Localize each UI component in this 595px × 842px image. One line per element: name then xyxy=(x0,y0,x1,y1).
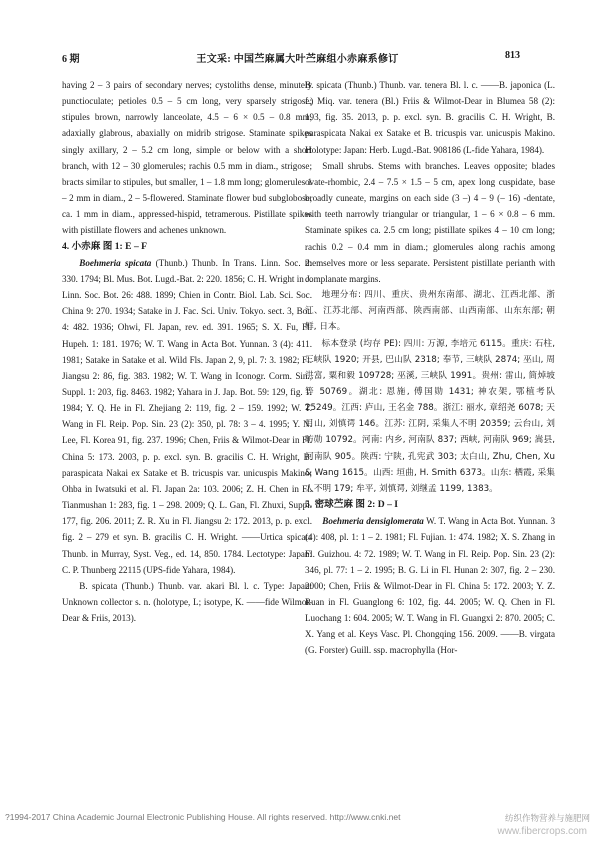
species-name: Boehmeria spicata xyxy=(79,257,152,268)
synonym-paragraph-cont: B. spicata (Thunb.) Thunb. var. tenera Bl. l. c. ——B. japonica (L. f.) Miq. var. tenera (Bl.) Friis & Wilmot-Dear in Blumea 58 (2): 193, fig. 35. 2013, p. p. excl. syn. B. gracilis C. H. Wright, B. paraspicata Nakai ex Satake et B. tricuspis var. unicuspis Makino. Holotype: Japan: Herb. Lugd.-Bat. 908186 (L-fide Yahara, 1984). xyxy=(305,80,555,155)
specimens-paragraph: 标本登录 (均存 PE): 四川: 万源, 李培元 6115。重庆: 石柱, 三峡队 1920; 开县, 巴山队 2318; 奉节, 三峡队 2874; 巫山, 周洪富, 粟和毅 109728; 巫溪, 三峡队 1991。贵州: 雷山, 简焯坡等 50769。湖北: 恩施, 傅国勋 1431; 神农架, 鄂植考队 25249。江西: 庐山, 王名金 788。浙江: 丽水, 章绍尧 6078; 天目山, 刘慎谔 146。江苏: 江阴, 采集人不明 20359; 云台山, 刘昉勋 10792。河南: 内乡, 河南队 837; 西峡, 河南队 969; 嵩县, 河南队 905。陕西: 宁陕, 孔宪武 303; 太白山, Zhu, Chen, Xu & Wang 1615。山西: 垣曲, H. Smith 6373。山东: 栖霞, 采集人不明 179; 牟平, 刘慎谔, 刘继孟 1199, 1383。 xyxy=(305,338,555,494)
left-column xyxy=(62,77,312,626)
synonym-paragraph: B. spicata (Thunb.) Thunb. var. akari Bl. l. c. Type: Japan: Unknown collector s. n. (holotype, L; isotype, K. ——fide Wilmot-Dear & Friis, 2013). xyxy=(62,580,312,624)
citation-text-5: W. T. Wang in Acta Bot. Yunnan. 3 (4): 408, pl. 1: 1 – 2. 1981; Fl. Fujian. 1: 474. 1982; X. S. Zhang in Fl. Guizhou. 4: 72. 1989; W. T. Wang in Fl. Reip. Pop. Sin. 23 (2): 346, pl. 77: 1 – 2. 1995; B. G. Li in Fl. Hunan 2: 307, fig. 2 – 230. 2000; Chen, Friis & Wilmot-Dear in Fl. China 5: 172. 2003; Y. Z. Ruan in Fl. Guanglong 6: 102, fig. 44. 2005; W. Q. Chen in Fl. Luochang 1: 604. 2005; W. T. Wang in Fl. Guangxi 2: 870. 2005; C. X. Yang et al. Keys Vasc. Pl. Chongqing 156. 2009. ——B. virgata (G. Forster) Guill. ssp. macrophylla (Hor- xyxy=(305,516,555,656)
running-title: 王文采: 中国苎麻属大叶苎麻组小赤麻系修订 xyxy=(196,54,399,65)
watermark-url: www.fibercrops.com xyxy=(497,826,587,837)
species-citation-paragraph-5 xyxy=(305,513,555,658)
morphology-paragraph: Small shrubs. Stems with branches. Leaves opposite; blades ovate-rhombic, 2.4 – 7.5 × 1.5 – 5 cm, apex long cuspidate, base broadly cuneate, margins on each side (3 –) 4 – 9 (– 16) -dentate, with teeth narrowly triangular or triangular, 1 – 6 × 0.8 – 6 mm. Staminate spikes ca. 2.5 cm long; pistillate spikes 4 – 10 cm long; rachis 0.2 – 0.4 mm in diam.; glomerules along rachis among themselves more or less separate. Persistent pistillate perianth with complanate margins. xyxy=(305,160,555,284)
issue-number: 6 期 xyxy=(62,54,80,65)
section-heading-4: 4. 小赤麻 图 1: E – F xyxy=(62,240,148,252)
footer xyxy=(5,812,590,822)
citation-text: (Thunb.) Thunb. In Trans. Linn. Soc. 2: 330. 1794; Bl. Mus. Bot. Lugd.-Bat. 2: 220. 1856; C. H. Wright in J. Linn. Soc. Bot. 26: 488. 1899; Chien in Contr. Biol. Lab. Sci. Soc. China 9: 270. 1934; Satake in J. Fac. Sci. Univ. Tokyo. sect. 3, Bot. 4: 482. 1936; Ohwi, Fl. Japan, rev. ed. 391. 1965; S. X. Fu, Fl. Hupeh. 1: 181. 1976; W. T. Wang in Acta Bot. Yunnan. 3 (4): 411. 1981; Satake in Satake et al. Wild Fls. Japan 2, 9, pl. 7: 3. 1982; Fl. Jiangsu 2: 86, fig. 383. 1982; W. T. Wang in Iconogr. Corm. Sin., Suppl. 1: 203, fig. 8463. 1982; Yahara in J. Jap. Bot. 59: 129, fig. 1. 1984; Y. Q. He in Fl. Zhejiang 2: 119, fig. 2 – 159. 1992; W. T. Wang in Fl. Reip. Pop. Sin. 23 (2): 350, pl. 78: 3 – 4. 1995; Y. N. Lee, Fl. Korea 91, fig. 237. 1996; Chen, Friis & Wilmot-Dear in Fl. China 5: 173. 2003, p. p. excl. syn. B. gracilis C. H. Wright, B. paraspicata Nakai ex Satake et B. tricuspis var. unicuspis Makino; Ohba in Iwatsuki et al. Fl. Japan 2a: 103. 2006; Z. H. Chen in Fl. Tianmushan 1: 283, fig. 1 – 298. 2009; Q. L. Gan, Fl. Zhuxi, Suppl. 177, fig. 206. 2011; Z. R. Xu in Fl. Jiangsu 2: 172. 2013, p. p. excl. fig. 2 – 279 et syn. B. gracilis C. H. Wright. ——Urtica spicata Thunb. in Murray, Syst. Veg., ed. 14, 850. 1784. Lectotype: Japan: C. P. Thunberg 22115 (UPS-fide Yahara, 1984). xyxy=(62,257,312,575)
distribution-paragraph: 地理分布: 四川、重庆、贵州东南部、湖北、江西北部、浙江、江苏北部、河南西部、陕西南部、山西南部、山东东部; 朝鲜, 日本。 xyxy=(305,290,555,333)
watermark-cn: 纺织作物营养与施肥网 xyxy=(504,813,590,823)
right-column xyxy=(305,77,555,659)
section-heading-5: 5. 密球苎麻 图 2: D – I xyxy=(305,499,399,511)
copyright-line: ?1994-2017 China Academic Journal Electronic Publishing House. All rights reserved. http://www.cnki.net xyxy=(5,812,401,822)
species-name-5: Boehmeria densiglomerata xyxy=(322,516,424,527)
running-header xyxy=(0,50,595,66)
paragraph-description-end: having 2 – 3 pairs of secondary nerves; cystoliths dense, minutely punctioculate; petioles 0.5 – 5 cm long, very sparsely strigose; stipules brown, narrowly lanceolate, 4.5 – 6 × 0.5 – 0.8 mm, adaxially glabrous, abaxially on midrib strigose. Staminate spikes singly axillary, 2 – 5.2 cm long, simple or below with a short branch, with 12 – 30 glomerules; rachis 0.5 mm in diam., strigose; bracts similar to stipules, but smaller, 1 – 1.8 mm long; glomerules 1 – 2 mm in diam., 2 – 5-flowered. Staminate flower bud subglobose, ca. 1 mm in diam., appressed-hispid, tetramerous. Pistillate spikes with pistillate flowers and achenes unknown. xyxy=(62,80,312,236)
species-citation-paragraph xyxy=(62,255,312,578)
page-number: 813 xyxy=(505,50,520,61)
